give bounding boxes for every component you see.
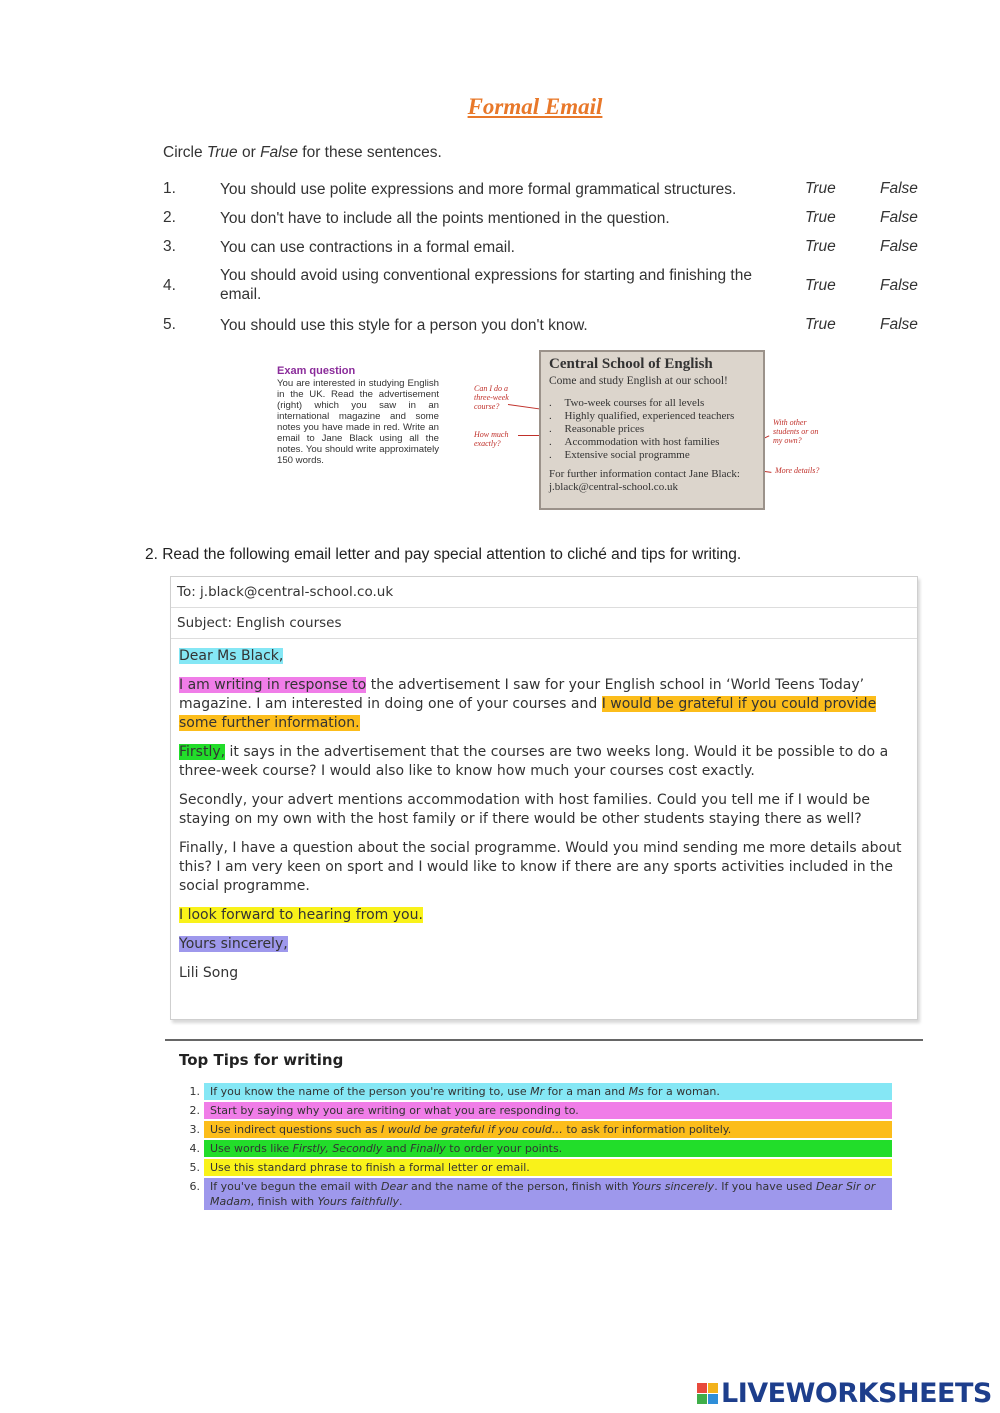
tips-title: Top Tips for writing [179, 1051, 344, 1069]
handwritten-note: Can I do a three-week course? [474, 384, 509, 411]
tips-list [180, 1083, 892, 1212]
list-item: . Reasonable prices [549, 423, 755, 436]
true-option[interactable]: True [805, 238, 836, 255]
section-2-instruction: 2. Read the following email letter and pay special attention to cliché and tips for writing. [145, 546, 742, 563]
true-option[interactable]: True [805, 316, 836, 333]
advertisement [539, 350, 765, 510]
exam-heading: Exam question [277, 365, 356, 377]
handwritten-note: How much exactly? [474, 430, 509, 448]
handwritten-note: With other students or on my own? [773, 418, 819, 445]
list-item: . Two-week courses for all levels [549, 397, 755, 410]
exam-text: You are interested in studying English in the UK. Read the advertisement (right) which you saw in an international magazine and some notes you have made in red. Write an email to Jane Black using all the notes. You should write approximately 150 words. [277, 378, 439, 466]
advert-contact: For further information contact Jane Black: j.black@central-school.co.uk [549, 468, 740, 493]
divider [165, 1039, 923, 1041]
liveworksheets-logo [697, 1378, 992, 1409]
paragraph-1: I am writing in response to the advertisement I saw for your English school in ‘World Teens Today’ magazine. I am interested in doing one of your courses and I would be grateful if you could provide some further information. [179, 677, 877, 731]
true-option[interactable]: True [805, 277, 836, 294]
page-title: Formal Email [467, 94, 603, 119]
email-window [170, 576, 918, 1020]
tip-item: 1. If you know the name of the person you're writing to, use Mr for a man and Ms for a woman. [180, 1083, 892, 1100]
greeting: Dear Ms Black, [179, 648, 284, 664]
sender-name: Lili Song [179, 965, 239, 981]
tip-item: 5. Use this standard phrase to finish a formal letter or email. [180, 1159, 892, 1176]
false-option[interactable]: False [880, 238, 918, 255]
tip-item: 2. Start by saying why you are writing or what you are responding to. [180, 1102, 892, 1119]
false-option[interactable]: False [880, 316, 918, 333]
tip-item: 6. If you've begun the email with Dear and the name of the person, finish with Yours sincerely. If you have used Dear Sir or Madam, finish with Yours faithfully. [180, 1178, 892, 1210]
true-option[interactable]: True [805, 209, 836, 226]
paragraph-3: Secondly, your advert mentions accommodation with host families. Could you tell me if I would be staying on my own with the host family or if there would be other students staying there as well? [179, 792, 870, 827]
handwritten-note: More details? [775, 466, 820, 475]
liveworksheets-logo-icon [697, 1383, 719, 1405]
tip-item: 3. Use indirect questions such as I would be grateful if you could… to ask for information politely. [180, 1121, 892, 1138]
advert-list [549, 397, 755, 462]
list-item: . Highly qualified, experienced teachers [549, 410, 755, 423]
quiz-instruction: Circle True or False for these sentences. [163, 144, 442, 161]
list-item: . Extensive social programme [549, 449, 755, 462]
false-option[interactable]: False [880, 180, 918, 197]
signoff: Yours sincerely, [179, 936, 288, 952]
exam-question [277, 366, 439, 466]
logo-text: LIVEWORKSHEETS [721, 1378, 992, 1409]
paragraph-4: Finally, I have a question about the social programme. Would you mind sending me more details about this? I am very keen on sport and I would like to know if there are any sports activities included in the social programme. [179, 840, 902, 894]
email-body [171, 639, 917, 983]
list-item: . Accommodation with host families [549, 436, 755, 449]
paragraph-2: Firstly, it says in the advertisement that the courses are two weeks long. Would it be possible to do a three-week course? I would also like to know how much your courses cost exactly. [179, 744, 889, 779]
advert-subtitle: Come and study English at our school! [549, 375, 728, 387]
true-option[interactable]: True [805, 180, 836, 197]
closing-phrase: I look forward to hearing from you. [179, 907, 423, 923]
tip-item: 4. Use words like Firstly, Secondly and Finally to order your points. [180, 1140, 892, 1157]
advert-title: Central School of English [549, 356, 713, 372]
false-option[interactable]: False [880, 209, 918, 226]
false-option[interactable]: False [880, 277, 918, 294]
email-subject: Subject: English courses [171, 608, 917, 639]
email-to: To: j.black@central-school.co.uk [171, 577, 917, 608]
